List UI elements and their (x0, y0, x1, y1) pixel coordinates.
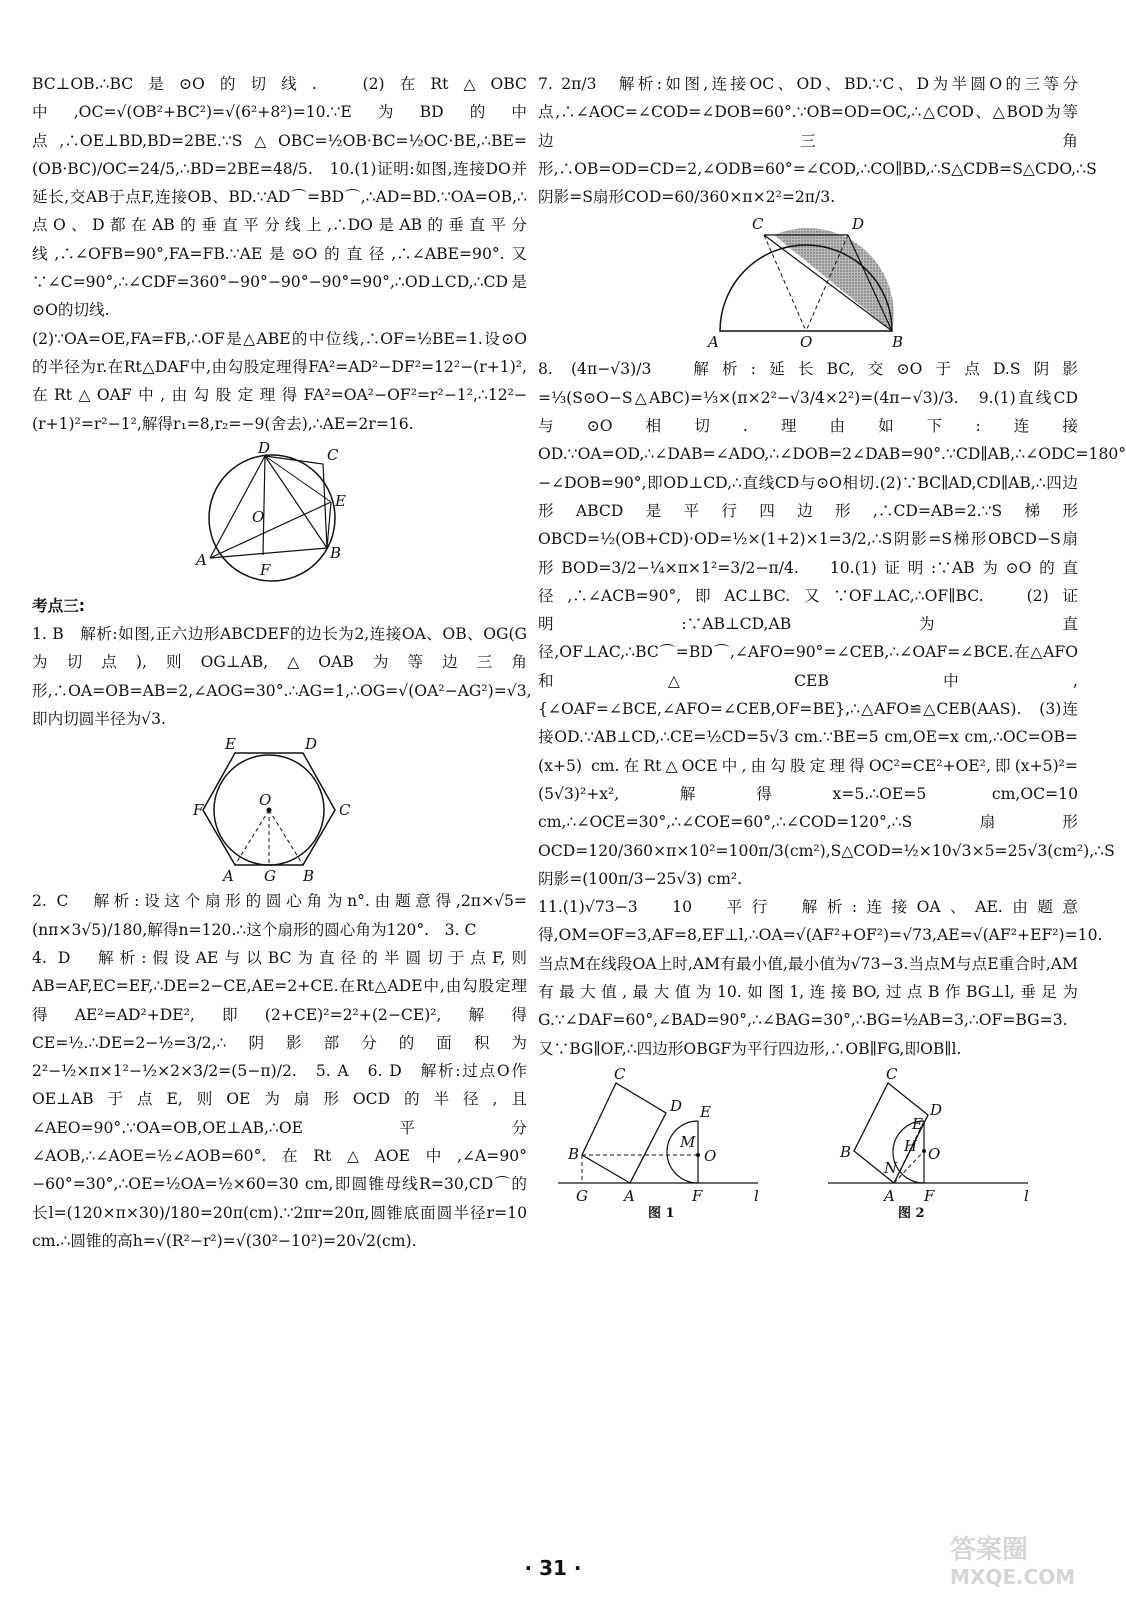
left-text-2: (2)∵OA=OE,FA=FB,∴OF是△ABE的中位线,∴OF=½BE=1.设⊙O的半径为r.在Rt△DAF中,由勾股定理得FA²=AD²−DF²=12²−(r+1)²,在Rt△OAF中,由勾股定理得FA²=OA²−OF²=r²−1²,∴12²−(r+1)²=r²−1²,解得r₁=8,r₂=−9(舍去),∴AE=2r=16. (32, 329, 527, 433)
right-text-3: 11.(1)√73−3 10 平行 解析:连接OA、AE.由题意得,OM=OF=3,AF=8,EF⊥l,∴OA=√(AF²+OF²)=√73,AE=√(AF²+EF²)=10.当点M在线段OA上时,AM有最小值,最小值为√73−3.当点M与点E重合时,AM有最大值,最大值为10.如图1,连接BO,过点B作BG⊥l,垂足为G.∵∠DAF=60°,∠BAD=90°,∴∠BAG=30°,∴BG=½AB=3,∴OF=BG=3.又∵BG∥OF,∴四边形OBGF为平行四边形,∴OB∥FG,即OB∥l. (538, 898, 1103, 1058)
label-O: O (800, 333, 813, 352)
label-A: A (624, 1186, 635, 1205)
figure-2-caption: 图 2 (898, 1205, 925, 1221)
figure-1-caption: 图 1 (648, 1205, 675, 1221)
label-O: O (704, 1146, 717, 1165)
label-F: F (259, 560, 270, 579)
label-F: F (924, 1186, 935, 1205)
label-B: B (840, 1142, 852, 1161)
figure-row (538, 1064, 1078, 1223)
label-A: A (884, 1186, 895, 1205)
right-text-1: 7. 2π/3 解析:如图,连接OC、OD、BD.∵C、D为半圆O的三等分点,∴∠AOC=∠COD=∠DOB=60°.∵OB=OD=OC,∴△COD、△BOD为等边三角形,∴OB=OD=CD=2,∠ODB=60°=∠COD,∴CO∥BD,∴S△CDB=S△CDO,∴S阴影=S扇形COD=60/360×π×2²=2π/3. (538, 75, 1097, 207)
label-E: E (700, 1102, 711, 1121)
hexagon-figure (192, 735, 365, 886)
label-E: E (912, 1114, 923, 1133)
left-text-3: 1. B 解析:如图,正六边形ABCDEF的边长为2,连接OA、OB、OG(G为切点),则OG⊥AB,△OAB为等边三角形,∴OA=OB=AB=2,∠AOG=30°.∴AG=1,∴OG=√(OA²−AG²)=√3,即内切圆半径为√3. (32, 625, 532, 729)
label-D: D (930, 1100, 943, 1119)
label-O: O (251, 507, 264, 526)
label-O: O (928, 1144, 941, 1163)
left-text-4: 2. C 解析:设这个扇形的圆心角为n°.由题意得,2π×√5=(nπ×3√5)/180,解得n=120.∴这个扇形的圆心角为120°. 3. C (32, 892, 527, 939)
label-B: B (892, 333, 904, 352)
left-column (32, 70, 532, 1255)
section-heading: 考点三: (32, 596, 86, 615)
right-column (538, 70, 1126, 1223)
figure-2 (828, 1064, 1058, 1221)
label-F: F (192, 801, 203, 820)
right-text-2: 8. (4π−√3)/3 解析:延长BC,交⊙O于点D.S阴影=⅓(S⊙O−S△ABC)=⅓×(π×2²−√3/4×2²)=(4π−√3)/3. 9.(1)直线CD与⊙O相切.理由如下:连接OD.∵OA=OD,∴∠DAB=∠ADO,∴∠DOB=2∠DAB=90°.∵CD∥AB,∴∠ODC=180°−∠DOB=90°,即OD⊥CD,∴直线CD与⊙O相切.(2)∵BC∥AD,CD∥AB,∴四边形ABCD是平行四边形,∴CD=AB=2.∵S梯形OBCD=½(OB+CD)·OD=½×(1+2)×1=3/2,∴S阴影=S梯形OBCD−S扇形BOD=3/2−¼×π×1²=3/2−π/4. 10.(1)证明:∵AB为⊙O的直径,∴∠ACB=90°,即AC⊥BC.又∵OF⊥AC,∴OF∥BC. (2)证明:∵AB⊥CD,AB为直径,OF⊥AC,∴BC⌒=BD⌒,∠AFO=90°=∠CEB,∴∠OAF=∠BCE.在△AFO和△CEB中,{∠OAF=∠BCE,∠AFO=∠CEB,OF=BE},∴△AFO≌△CEB(AAS). (3)连接OD.∵AB⊥CD,∴CE=½CD=5√3 cm.∵BE=5 cm,OE=x cm,∴OC=OB=(x+5) cm.在Rt△OCE中,由勾股定理得OC²=CE²+OE²,即(x+5)²=(5√3)²+x²,解得x=5.∴OE=5 cm,OC=10 cm,∴∠OCE=30°,∴∠COE=60°,∴∠COD=120°,∴S扇形OCD=120/360×π×10²=100π/3(cm²),S△COD=½×10√3×5=25√3(cm²),∴S阴影=(100π/3−25√3) cm². (538, 360, 1126, 888)
label-B: B (568, 1144, 580, 1163)
watermark-top: 答案圈 (950, 1535, 1029, 1565)
left-text-1: BC⊥OB.∴BC是⊙O的切线. (2)在Rt△OBC中,OC=√(OB²+BC²)=√(6²+8²)=10.∵E为BD的中点,∴OE⊥BD,BD=2BE.∵S△OBC=½OB·BC=½OC·BE,∴BE=(OB·BC)/OC=24/5,∴BD=2BE=48/5. 10.(1)证明:如图,连接DO并延长,交AB于点F,连接OB、BD.∵AD⌒=BD⌒,∴AD=BD.∵OA=OB,∴点O、D都在AB的垂直平分线上,∴DO是AB的垂直平分线,∴∠OFB=90°,FA=FB.∵AE是⊙O的直径,∴∠ABE=90°.又∵∠C=90°,∴∠CDF=360°−90°−90°−90°=90°,∴OD⊥CD,∴CD是⊙O的切线. (32, 75, 527, 320)
label-A: A (195, 550, 207, 569)
label-F: F (692, 1186, 703, 1205)
label-O: O (258, 791, 271, 810)
label-M: M (680, 1132, 696, 1151)
label-G: G (263, 867, 276, 886)
watermark-logo (944, 1530, 1094, 1592)
label-D: D (257, 438, 270, 457)
watermark-bottom: MXQE.COM (950, 1565, 1076, 1589)
semicircle-figure (708, 213, 908, 353)
label-C: C (752, 215, 764, 234)
label-E: E (224, 735, 236, 754)
label-D: D (670, 1096, 683, 1115)
label-C: C (886, 1064, 898, 1083)
label-l: l (1024, 1186, 1029, 1205)
label-C: C (326, 445, 338, 464)
label-A: A (708, 333, 719, 352)
label-G: G (576, 1186, 588, 1205)
label-A: A (222, 867, 234, 886)
label-B: B (302, 867, 314, 886)
label-B: B (329, 543, 341, 562)
label-H: H (904, 1136, 918, 1155)
label-C: C (338, 801, 350, 820)
label-D: D (304, 735, 317, 754)
label-l: l (754, 1186, 759, 1205)
label-N: N (884, 1158, 898, 1177)
label-D: D (852, 215, 865, 234)
left-text-5: 4. D 解析:假设AE与以BC为直径的半圆切于点F,则AB=AF,EC=EF,∴DE=2−CE,AE=2+CE.在Rt△ADE中,由勾股定理得AE²=AD²+DE²,即(2+CE)²=2²+(2−CE)²,解得CE=½.∴DE=2−½=3/2,∴阴影部分的面积为2²−½×π×1²−½×2×3/2=(5−π)/2. 5. A 6. D 解析:过点O作OE⊥AB于点E,则OE为扇形OCD的半径,且∠AEO=90°.∵OA=OB,OE⊥AB,∴OE平分∠AOB,∴∠AOE=½∠AOB=60°.在Rt△AOE中,∠A=90°−60°=30°,∴OE=½OA=½×60=30 cm,即圆锥母线R=30,CD⌒的长l=(120×π×30)/180=20π(cm).∵2πr=20π,圆锥底面圆半径r=10 cm.∴圆锥的高h=√(R²−r²)=√(30²−10²)=20√2(cm). (32, 948, 527, 1250)
circle-tangent-figure (190, 440, 370, 590)
label-C: C (614, 1064, 626, 1083)
label-E: E (334, 491, 346, 510)
page-number: · 31 · (524, 1556, 582, 1580)
figure-1 (558, 1064, 788, 1221)
